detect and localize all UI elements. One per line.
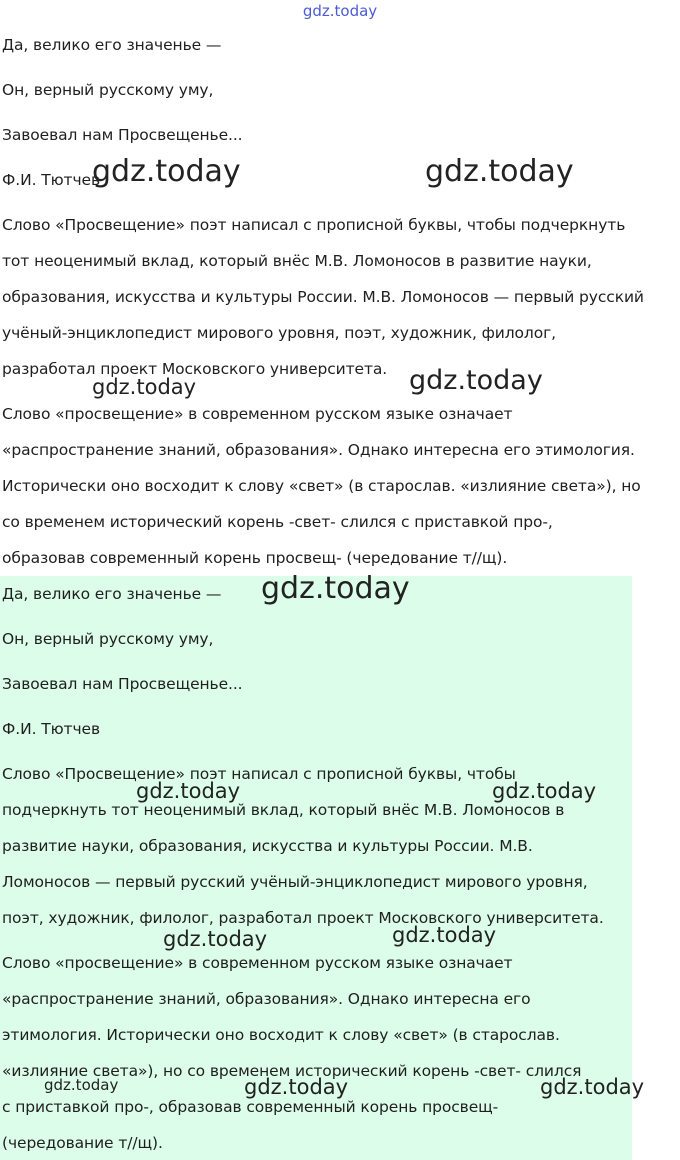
- answer-author: Ф.И. Тютчев: [2, 720, 100, 738]
- answer-line: подчеркнуть тот неоценимый вклад, который внёс М.В. Ломоносов в: [2, 801, 565, 819]
- answer-line: этимология. Исторически оно восходит к слову «свет» (в старослав.: [2, 1026, 560, 1044]
- answer-line: Ломоносов — первый русский учёный-энциклопедист мирового уровня,: [2, 873, 588, 891]
- watermark: gdz.today: [392, 923, 497, 947]
- task-line: учёный-энциклопедист мирового уровня, поэт, художник, филолог,: [2, 324, 556, 342]
- watermark: gdz.today: [44, 1076, 119, 1094]
- watermark: gdz.today: [92, 375, 197, 399]
- task-line: со временем исторический корень -свет- слился с приставкой про-,: [2, 513, 553, 531]
- answer-line: Слово «Просвещение» поэт написал с прописной буквы, чтобы: [2, 765, 516, 783]
- answer-line: Он, верный русскому уму,: [2, 630, 214, 648]
- watermark: gdz.today: [244, 1075, 349, 1099]
- answer-line: с приставкой про-, образовав современный корень просвещ-: [2, 1098, 499, 1116]
- watermark: gdz.today: [409, 365, 543, 396]
- answer-line: Слово «просвещение» в современном русском языке означает: [2, 954, 513, 972]
- task-line: Слово «Просвещение» поэт написал с прописной буквы, чтобы подчеркнуть: [2, 216, 626, 234]
- task-line: Слово «просвещение» в современном русском языке означает: [2, 405, 513, 423]
- answer-line: Да, велико его значенье —: [2, 585, 222, 603]
- task-line: Завоевал нам Просвещенье...: [2, 126, 243, 144]
- task-line: разработал проект Московского университета.: [2, 360, 388, 378]
- task-line: «распространение знаний, образования». Однако интересна его этимология.: [2, 441, 635, 459]
- watermark: gdz.today: [492, 779, 597, 803]
- answer-line: Завоевал нам Просвещенье...: [2, 675, 243, 693]
- task-line: образования, искусства и культуры России. М.В. Ломоносов — первый русский: [2, 288, 644, 306]
- answer-line: поэт, художник, филолог, разработал проект Московского университета.: [2, 909, 604, 927]
- answer-line: «распространение знаний, образования». Однако интересна его: [2, 990, 531, 1008]
- task-line: Он, верный русскому уму,: [2, 81, 214, 99]
- task-line: тот неоценимый вклад, который внёс М.В. Ломоносов в развитие науки,: [2, 252, 592, 270]
- answer-line: «излияние света»), но со временем исторический корень -свет- слился: [2, 1062, 582, 1080]
- answer-line: развитие науки, образования, искусства и культуры России. М.В.: [2, 837, 533, 855]
- task-line: Да, велико его значенье —: [2, 36, 222, 54]
- watermark: gdz.today: [136, 779, 241, 803]
- watermark: gdz.today: [163, 927, 268, 951]
- watermark: gdz.today: [261, 571, 410, 606]
- top-watermark: gdz.today: [302, 2, 378, 20]
- watermark: gdz.today: [92, 154, 241, 189]
- task-line: Исторически оно восходит к слову «свет» (в старослав. «излияние света»), но: [2, 477, 641, 495]
- task-author: Ф.И. Тютчев: [2, 171, 100, 189]
- watermark: gdz.today: [425, 154, 574, 189]
- watermark: gdz.today: [540, 1075, 645, 1099]
- task-line: образовав современный корень просвещ- (чередование т//щ).: [2, 549, 508, 567]
- answer-line: (чередование т//щ).: [2, 1134, 163, 1152]
